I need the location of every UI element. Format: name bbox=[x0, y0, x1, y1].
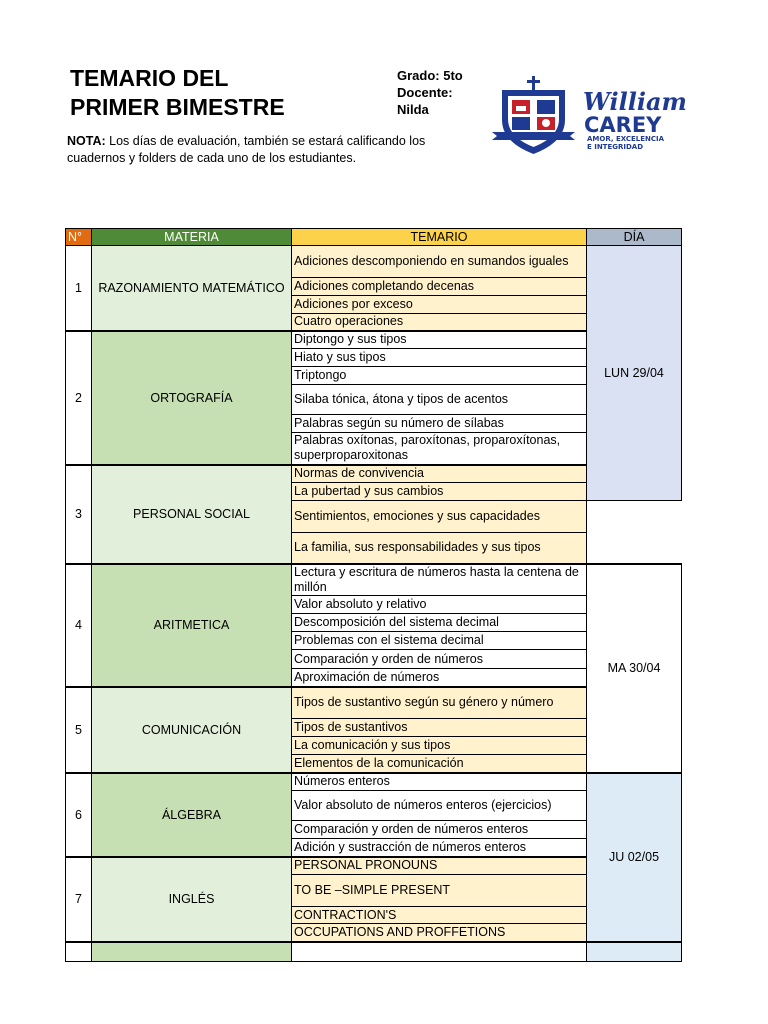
topic-item: Normas de convivencia bbox=[292, 465, 587, 483]
topic-item: Valor absoluto y relativo bbox=[292, 596, 587, 614]
topic-item: Palabras según su número de sílabas bbox=[292, 415, 587, 433]
topic-item: Valor absoluto de números enteros (ejercicios) bbox=[292, 791, 587, 821]
logo-name-top: William bbox=[583, 87, 687, 116]
topic-item: Elementos de la comunicación bbox=[292, 755, 587, 773]
logo-name-bottom: CAREY bbox=[584, 113, 662, 137]
subject-number: 1 bbox=[66, 246, 92, 331]
exam-day: JU 02/05 bbox=[587, 773, 682, 942]
topic-item: Aproximación de números bbox=[292, 669, 587, 687]
topic-item: Diptongo y sus tipos bbox=[292, 331, 587, 349]
subject-number: 2 bbox=[66, 331, 92, 465]
subject-number: 6 bbox=[66, 773, 92, 857]
empty-cell bbox=[66, 942, 92, 962]
subject-number: 3 bbox=[66, 465, 92, 564]
header-topics: TEMARIO bbox=[292, 229, 587, 246]
topic-item: Sentimientos, emociones y sus capacidades bbox=[292, 501, 587, 533]
exam-day: LUN 29/04 bbox=[587, 246, 682, 501]
subject-name: RAZONAMIENTO MATEMÁTICO bbox=[92, 246, 292, 331]
syllabus-table bbox=[65, 228, 682, 962]
school-logo bbox=[492, 76, 687, 156]
topic-item: La comunicación y sus tipos bbox=[292, 737, 587, 755]
grade-label: Grado: 5to bbox=[397, 68, 463, 83]
empty-cell bbox=[292, 942, 587, 962]
topic-item: Tipos de sustantivo según su género y número bbox=[292, 687, 587, 719]
header-subject: MATERIA bbox=[92, 229, 292, 246]
topic-item: Comparación y orden de números enteros bbox=[292, 821, 587, 839]
title-line-2: PRIMER BIMESTRE bbox=[70, 94, 285, 120]
subject-name: ÁLGEBRA bbox=[92, 773, 292, 857]
header-day: DÍA bbox=[587, 229, 682, 246]
table-row bbox=[66, 564, 682, 596]
subject-name: ORTOGRAFÍA bbox=[92, 331, 292, 465]
teacher-label: Docente: bbox=[397, 85, 453, 100]
note bbox=[67, 133, 467, 167]
topic-item: Lectura y escritura de números hasta la centena de millón bbox=[292, 564, 587, 596]
title-line-1: TEMARIO DEL bbox=[70, 65, 229, 91]
subject-name: INGLÉS bbox=[92, 857, 292, 942]
topic-item: Triptongo bbox=[292, 367, 587, 385]
topic-item: Adiciones completando decenas bbox=[292, 278, 587, 296]
subject-number: 7 bbox=[66, 857, 92, 942]
subject-name: COMUNICACIÓN bbox=[92, 687, 292, 773]
topic-item: Tipos de sustantivos bbox=[292, 719, 587, 737]
topic-item: Descomposición del sistema decimal bbox=[292, 614, 587, 632]
page-title bbox=[70, 64, 285, 122]
topic-item: CONTRACTION'S bbox=[292, 907, 587, 924]
topic-item: La pubertad y sus cambios bbox=[292, 483, 587, 501]
logo-motto-2: E INTEGRIDAD bbox=[587, 143, 644, 151]
topic-item: OCCUPATIONS AND PROFFETIONS bbox=[292, 924, 587, 942]
table-row bbox=[66, 942, 682, 962]
note-text: Los días de evaluación, también se estará calificando los cuadernos y folders de cada uno de los estudiantes. bbox=[67, 134, 426, 165]
header-num: N° bbox=[66, 229, 92, 246]
topic-item: TO BE –SIMPLE PRESENT bbox=[292, 875, 587, 907]
note-label: NOTA: bbox=[67, 134, 106, 148]
topic-item: Adiciones por exceso bbox=[292, 296, 587, 314]
topic-item: Hiato y sus tipos bbox=[292, 349, 587, 367]
table-row bbox=[66, 773, 682, 791]
table-row bbox=[66, 246, 682, 278]
topic-item: Números enteros bbox=[292, 773, 587, 791]
class-info bbox=[397, 67, 463, 118]
topic-item: Adición y sustracción de números enteros bbox=[292, 839, 587, 857]
exam-day: MA 30/04 bbox=[587, 564, 682, 773]
subject-name: ARITMETICA bbox=[92, 564, 292, 687]
topic-item: Silaba tónica, átona y tipos de acentos bbox=[292, 385, 587, 415]
topic-item: Problemas con el sistema decimal bbox=[292, 632, 587, 650]
empty-cell bbox=[92, 942, 292, 962]
topic-item: Cuatro operaciones bbox=[292, 314, 587, 331]
logo-motto-1: AMOR, EXCELENCIA bbox=[587, 135, 665, 143]
topic-item: Adiciones descomponiendo en sumandos iguales bbox=[292, 246, 587, 278]
topic-item: La familia, sus responsabilidades y sus tipos bbox=[292, 533, 587, 564]
shield-icon bbox=[492, 76, 575, 154]
subject-number: 4 bbox=[66, 564, 92, 687]
topic-item: Comparación y orden de números bbox=[292, 650, 587, 669]
subject-name: PERSONAL SOCIAL bbox=[92, 465, 292, 564]
subject-number: 5 bbox=[66, 687, 92, 773]
topic-item: Palabras oxítonas, paroxítonas, proparoxítonas, superproparoxitonas bbox=[292, 433, 587, 465]
topic-item: PERSONAL PRONOUNS bbox=[292, 857, 587, 875]
teacher-name: Nilda bbox=[397, 102, 429, 117]
empty-cell bbox=[587, 942, 682, 962]
